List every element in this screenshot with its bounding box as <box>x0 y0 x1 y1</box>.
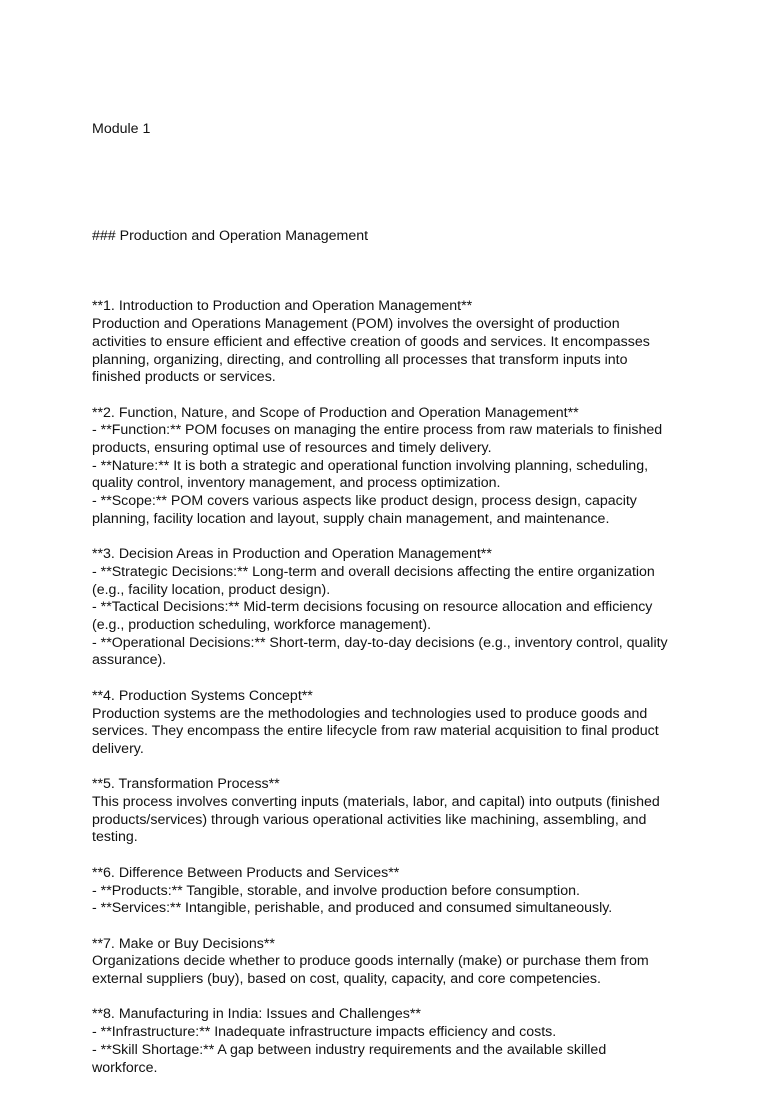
section-text-line: delivery. <box>92 740 144 757</box>
section-text-line: workforce. <box>92 1059 158 1076</box>
section-text-line: products/services) through various operational activities like machining, assembling, and <box>92 811 647 828</box>
section-text-line: planning, organizing, directing, and controlling all processes that transform inputs into <box>92 351 628 368</box>
module-title <box>92 86 682 175</box>
section-text-line: - **Strategic Decisions:** Long-term and overall decisions affecting the entire organization <box>92 563 655 580</box>
section-text-line: (e.g., facility location, product design). <box>92 581 331 598</box>
section-heading: **4. Production Systems Concept** <box>92 687 313 704</box>
section-heading: **8. Manufacturing in India: Issues and Challenges** <box>92 1006 421 1023</box>
section-5 <box>92 776 682 847</box>
section-4 <box>92 688 682 759</box>
section-text-line: assurance). <box>92 652 167 669</box>
section-text-line: quality control, inventory management, and process optimization. <box>92 475 501 492</box>
section-3 <box>92 546 682 670</box>
main-heading <box>92 192 682 281</box>
section-heading: **5. Transformation Process** <box>92 776 280 793</box>
section-text-line: planning, facility location and layout, supply chain management, and maintenance. <box>92 510 610 527</box>
section-text-line: - **Function:** POM focuses on managing the entire process from raw materials to finished <box>92 422 663 439</box>
section-text-line: products, ensuring optimal use of resources and timely delivery. <box>92 440 492 457</box>
section-text-line: services. They encompass the entire lifecycle from raw material acquisition to final product <box>92 723 659 740</box>
section-text-line: activities to ensure efficient and effective creation of goods and services. It encompasses <box>92 333 650 350</box>
section-6 <box>92 865 682 918</box>
section-text-line: - **Operational Decisions:** Short-term, day-to-day decisions (e.g., inventory control, quality <box>92 634 668 651</box>
section-heading: **7. Make or Buy Decisions** <box>92 935 275 952</box>
section-text-line: Production systems are the methodologies and technologies used to produce goods and <box>92 705 648 722</box>
section-heading: **1. Introduction to Production and Operation Management** <box>92 298 473 315</box>
section-2 <box>92 405 682 529</box>
section-text-line: - **Infrastructure:** Inadequate infrastructure impacts efficiency and costs. <box>92 1024 557 1041</box>
section-heading: **6. Difference Between Products and Services** <box>92 864 400 881</box>
document-page <box>92 86 682 1095</box>
section-1 <box>92 298 682 387</box>
module-title-text: Module 1 <box>92 121 151 138</box>
section-7 <box>92 936 682 989</box>
section-text-line: (e.g., production scheduling, workforce management). <box>92 617 432 634</box>
section-text-line: - **Skill Shortage:** A gap between industry requirements and the available skilled <box>92 1041 607 1058</box>
section-text-line: testing. <box>92 829 138 846</box>
section-8 <box>92 1006 682 1077</box>
section-text-line: finished products or services. <box>92 369 276 386</box>
section-heading: **3. Decision Areas in Production and Operation Management** <box>92 546 492 563</box>
section-text-line: This process involves converting inputs (materials, labor, and capital) into outputs (finished <box>92 794 660 811</box>
section-text-line: - **Services:** Intangible, perishable, and produced and consumed simultaneously. <box>92 900 613 917</box>
main-heading-text: ### Production and Operation Management <box>92 227 369 244</box>
section-text-line: Production and Operations Management (POM) involves the oversight of production <box>92 316 620 333</box>
section-text-line: - **Nature:** It is both a strategic and operational function involving planning, scheduling, <box>92 457 649 474</box>
section-text-line: - **Tactical Decisions:** Mid-term decisions focusing on resource allocation and efficiency <box>92 599 653 616</box>
section-heading: **2. Function, Nature, and Scope of Production and Operation Management** <box>92 404 579 421</box>
document-sections <box>92 298 682 1077</box>
section-text-line: - **Scope:** POM covers various aspects like product design, process design, capacity <box>92 493 637 510</box>
section-text-line: external suppliers (buy), based on cost, quality, capacity, and core competencies. <box>92 971 601 988</box>
section-text-line: - **Products:** Tangible, storable, and involve production before consumption. <box>92 882 580 899</box>
section-text-line: Organizations decide whether to produce goods internally (make) or purchase them from <box>92 953 649 970</box>
